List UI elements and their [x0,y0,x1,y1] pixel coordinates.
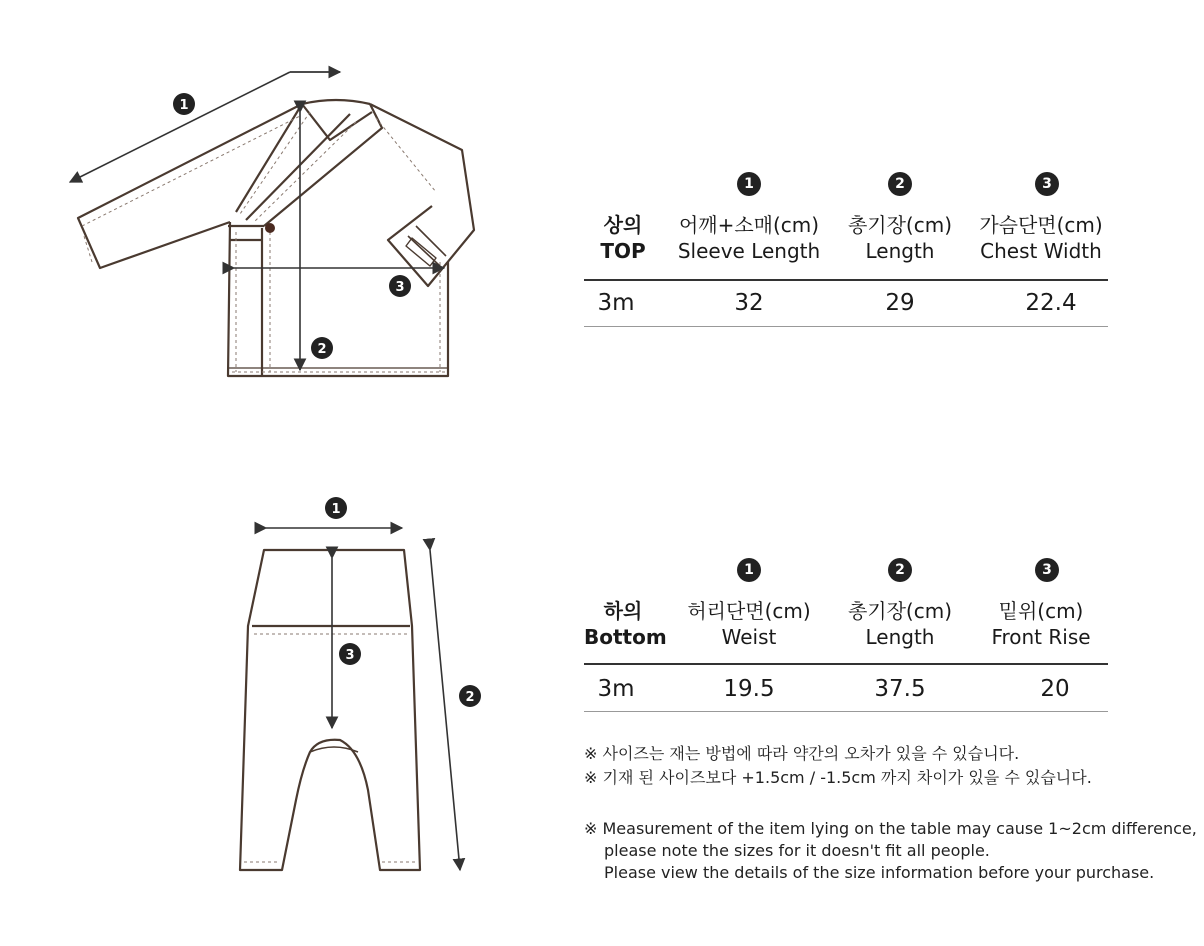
column-badge-2: 2 [888,558,912,582]
column-badge-3: 3 [1035,558,1059,582]
pants-badge-1 [325,497,347,519]
shirt-illustration [78,100,474,376]
size-label: 3m [597,290,635,316]
korean-notes [584,742,1092,790]
bottom-size-table [584,558,1108,718]
row-rule [584,711,1108,712]
category-label: 하의 Bottom [584,599,667,649]
header-rule [584,663,1108,665]
english-notes [584,818,1197,884]
size-label: 3m [597,676,635,702]
note-line: ※ 기재 된 사이즈보다 +1.5cm / -1.5cm 까지 차이가 있을 수 있습니다. [584,768,1092,787]
column-header-rise: 밑위(cm) Front Rise [991,599,1091,649]
shirt-badge-1 [173,93,195,115]
column-header-length: 총기장(cm) Length [847,599,953,649]
category-label: 상의 TOP [600,213,646,263]
pants-badge-2 [459,685,481,707]
value-waist: 19.5 [723,676,775,702]
svg-text:3: 3 [395,280,405,295]
value-length: 29 [885,290,915,316]
column-header-waist: 허리단면(cm) Weist [687,599,811,649]
note-line: Please view the details of the size information before your purchase. [604,863,1155,882]
button-icon [265,223,275,233]
column-badge-1: 1 [737,558,761,582]
value-rise: 20 [1040,676,1070,702]
value-length: 37.5 [874,676,926,702]
row-rule [584,326,1108,327]
svg-text:1: 1 [179,98,189,113]
pants-badge-3 [339,643,361,665]
column-header-length: 총기장(cm) Length [847,213,953,263]
column-badge-3: 3 [1035,172,1059,196]
column-badge-2: 2 [888,172,912,196]
note-line: please note the sizes for it doesn't fit all people. [604,841,990,860]
column-header-sleeve: 어깨+소매(cm) Sleeve Length [677,213,821,263]
value-sleeve: 32 [734,290,764,316]
pants-length-arrow [430,550,460,870]
header-rule [584,279,1108,281]
shirt-badge-3 [389,275,411,297]
shirt-badge-2 [311,337,333,359]
note-line: ※ Measurement of the item lying on the table may cause 1~2cm difference, [584,819,1197,838]
column-badge-1: 1 [737,172,761,196]
column-header-chest: 가슴단면(cm) Chest Width [979,213,1103,263]
top-size-table [584,172,1108,332]
svg-text:1: 1 [331,502,341,517]
svg-text:2: 2 [465,690,475,705]
value-chest: 22.4 [1025,290,1077,316]
svg-text:2: 2 [317,342,327,357]
pants-illustration [240,550,420,870]
svg-text:3: 3 [345,648,355,663]
note-line: ※ 사이즈는 재는 방법에 따라 약간의 오차가 있을 수 있습니다. [584,744,1020,763]
